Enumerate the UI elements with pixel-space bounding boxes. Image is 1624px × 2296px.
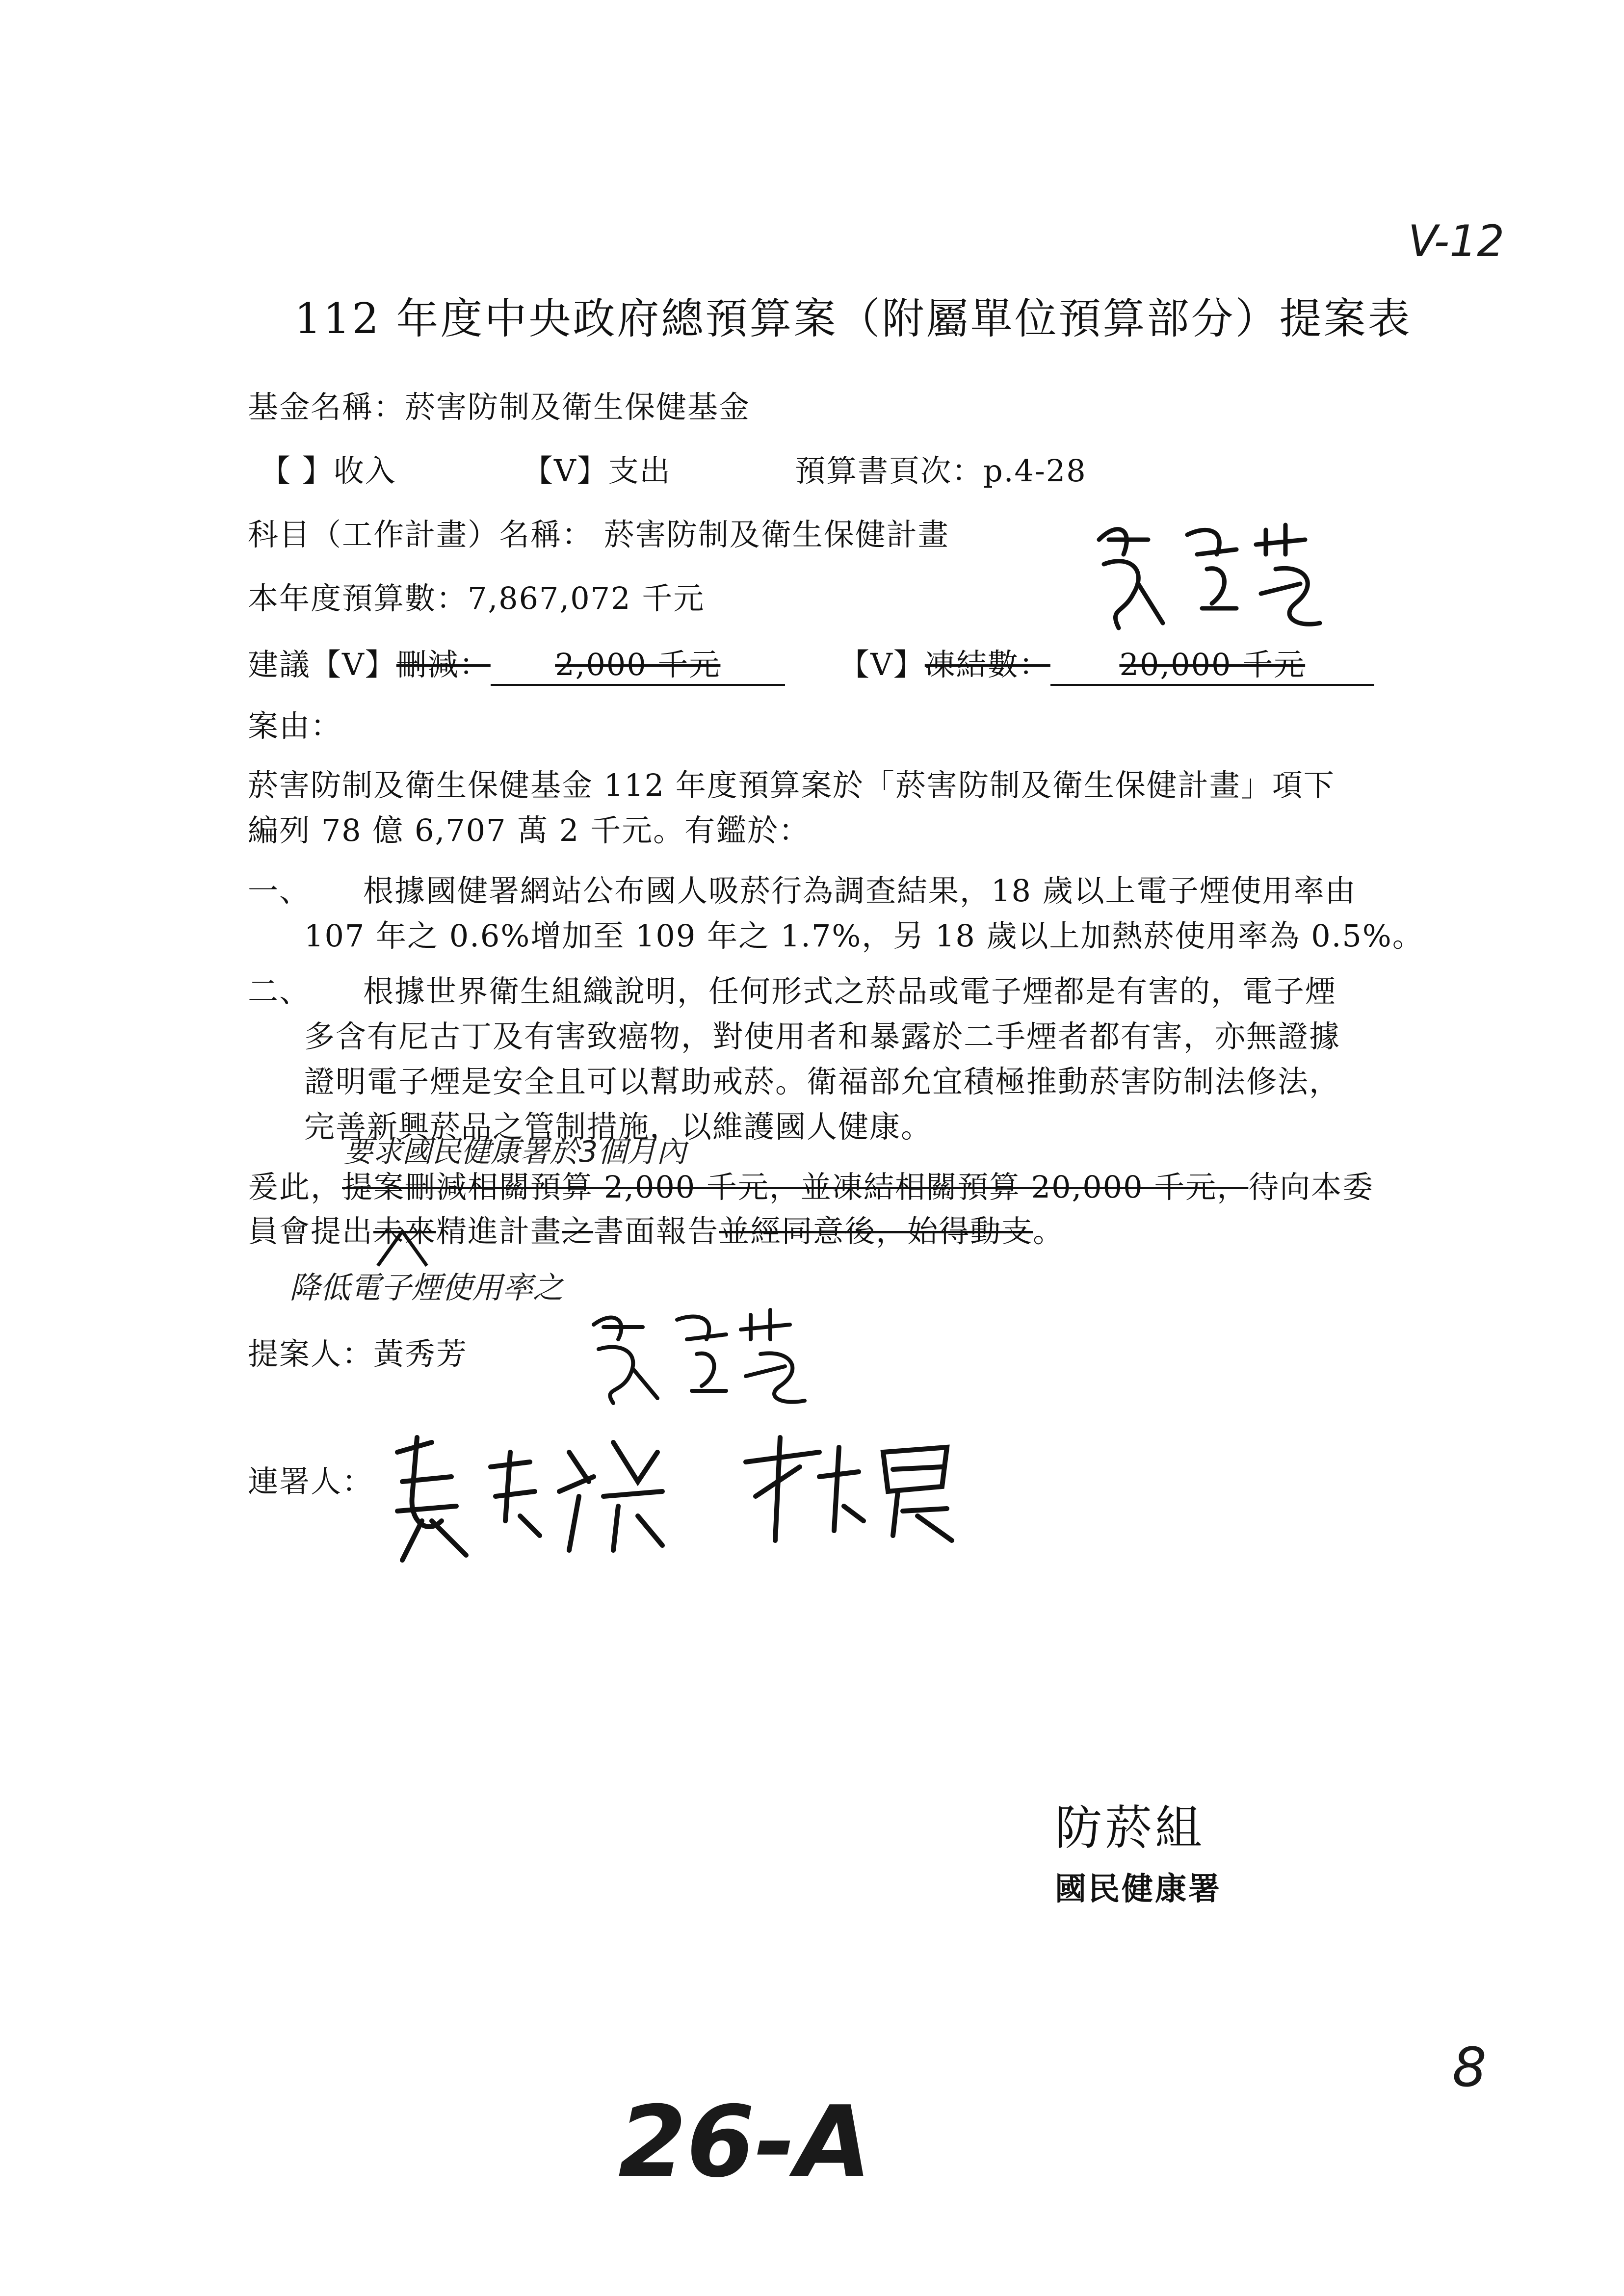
cosigner-label: 連署人：: [248, 1463, 374, 1499]
budget-page: 預算書頁次：p.4-28: [795, 453, 1087, 489]
struck-text: 提案刪減相關預算 2,000 千元，並凍結相關預算 20,000 千元，: [342, 1169, 1249, 1205]
handwritten-insert-2: 降低電子煙使用率之: [289, 1270, 564, 1305]
item-line: 根據國健署網站公布國人吸菸行為調查結果，18 歲以上電子煙使用率由: [363, 873, 1357, 909]
conclusion-text: 員會提出: [248, 1213, 374, 1249]
stamp-line: 防菸組: [1055, 1800, 1205, 1855]
corner-mark: V-12: [1408, 216, 1505, 266]
item-one: [304, 868, 1424, 959]
item-line: 證明電子煙是安全且可以幫助戒菸。衛福部允宜積極推動菸害防制法修法，: [304, 1064, 1341, 1099]
cosigner-signature-1: [383, 1423, 677, 1570]
conclusion-text: 書面報告: [593, 1213, 719, 1249]
item-line: 多含有尼古丁及有害致癌物，對使用者和暴露於二手煙者都有害，亦無證據: [304, 1018, 1341, 1054]
department-stamp: [1055, 1791, 1222, 1909]
handwritten-insert: 要求國民健康署於3個月內: [343, 1135, 686, 1169]
struck-text: 之: [562, 1213, 594, 1249]
item-line: 完善新興菸品之管制措施，以維護國人健康。: [304, 1109, 933, 1145]
suggestion-row: [248, 640, 785, 686]
expense-checkbox: 【V】支出: [523, 453, 671, 489]
item-number: 二、: [248, 973, 311, 1009]
conclusion-line-2: [248, 1207, 1064, 1251]
struck-text: 未來: [373, 1213, 437, 1249]
proposer-signature: [584, 1300, 819, 1408]
conclusion-text: 。: [1033, 1213, 1065, 1249]
income-checkbox: 【 】收入: [260, 453, 396, 489]
conclusion-line-1: [248, 1163, 1374, 1206]
struck-text: 並經同意後，始得動支: [719, 1213, 1033, 1249]
intro-line: 編列 78 億 6,707 萬 2 千元。有鑑於：: [248, 812, 811, 848]
item-two: [304, 969, 1340, 1149]
annual-budget: 本年度預算數：7,867,072 千元: [248, 580, 705, 616]
suggestion-prefix: 建議【V】: [248, 647, 396, 682]
cosigner-signature-2: [736, 1423, 971, 1550]
proposer-signature-top: [1089, 510, 1344, 638]
conclusion-text: 精進計畫: [436, 1213, 562, 1249]
freeze-row: [839, 640, 1374, 686]
conclusion-text: 待向本委: [1248, 1169, 1374, 1205]
freeze-amount: 20,000 千元: [1050, 640, 1374, 686]
conclusion-prefix: 爰此，: [248, 1169, 342, 1205]
proposer-label: 提案人：黃秀芳: [248, 1336, 468, 1372]
bottom-mark: 26-A: [618, 2085, 872, 2199]
stamp-line: 國民健康署: [1055, 1871, 1222, 1907]
page-title: 112 年度中央政府總預算案（附屬單位預算部分）提案表: [294, 294, 1412, 343]
fund-name: 基金名稱：菸害防制及衛生保健基金: [248, 389, 751, 425]
intro-paragraph: [248, 763, 1335, 853]
item-line: 107 年之 0.6%增加至 109 年之 1.7%，另 18 歲以上加熱菸使用率為 0.5%。: [304, 918, 1424, 954]
cut-amount: 2,000 千元: [491, 640, 785, 686]
intro-line: 菸害防制及衛生保健基金 112 年度預算案於「菸害防制及衛生保健計畫」項下: [248, 767, 1335, 803]
item-line: 根據世界衛生組織說明，任何形式之菸品或電子煙都是有害的，電子煙: [363, 973, 1337, 1009]
reason-label: 案由：: [248, 708, 342, 744]
cut-label: 刪減：: [396, 647, 491, 682]
page-number: 8: [1452, 2036, 1487, 2099]
item-number: 一、: [248, 873, 311, 909]
freeze-label: 凍結數：: [924, 647, 1050, 682]
program-name: 科目（工作計畫）名稱： 菸害防制及衛生保健計畫: [248, 517, 949, 552]
freeze-box: 【V】: [839, 647, 925, 682]
